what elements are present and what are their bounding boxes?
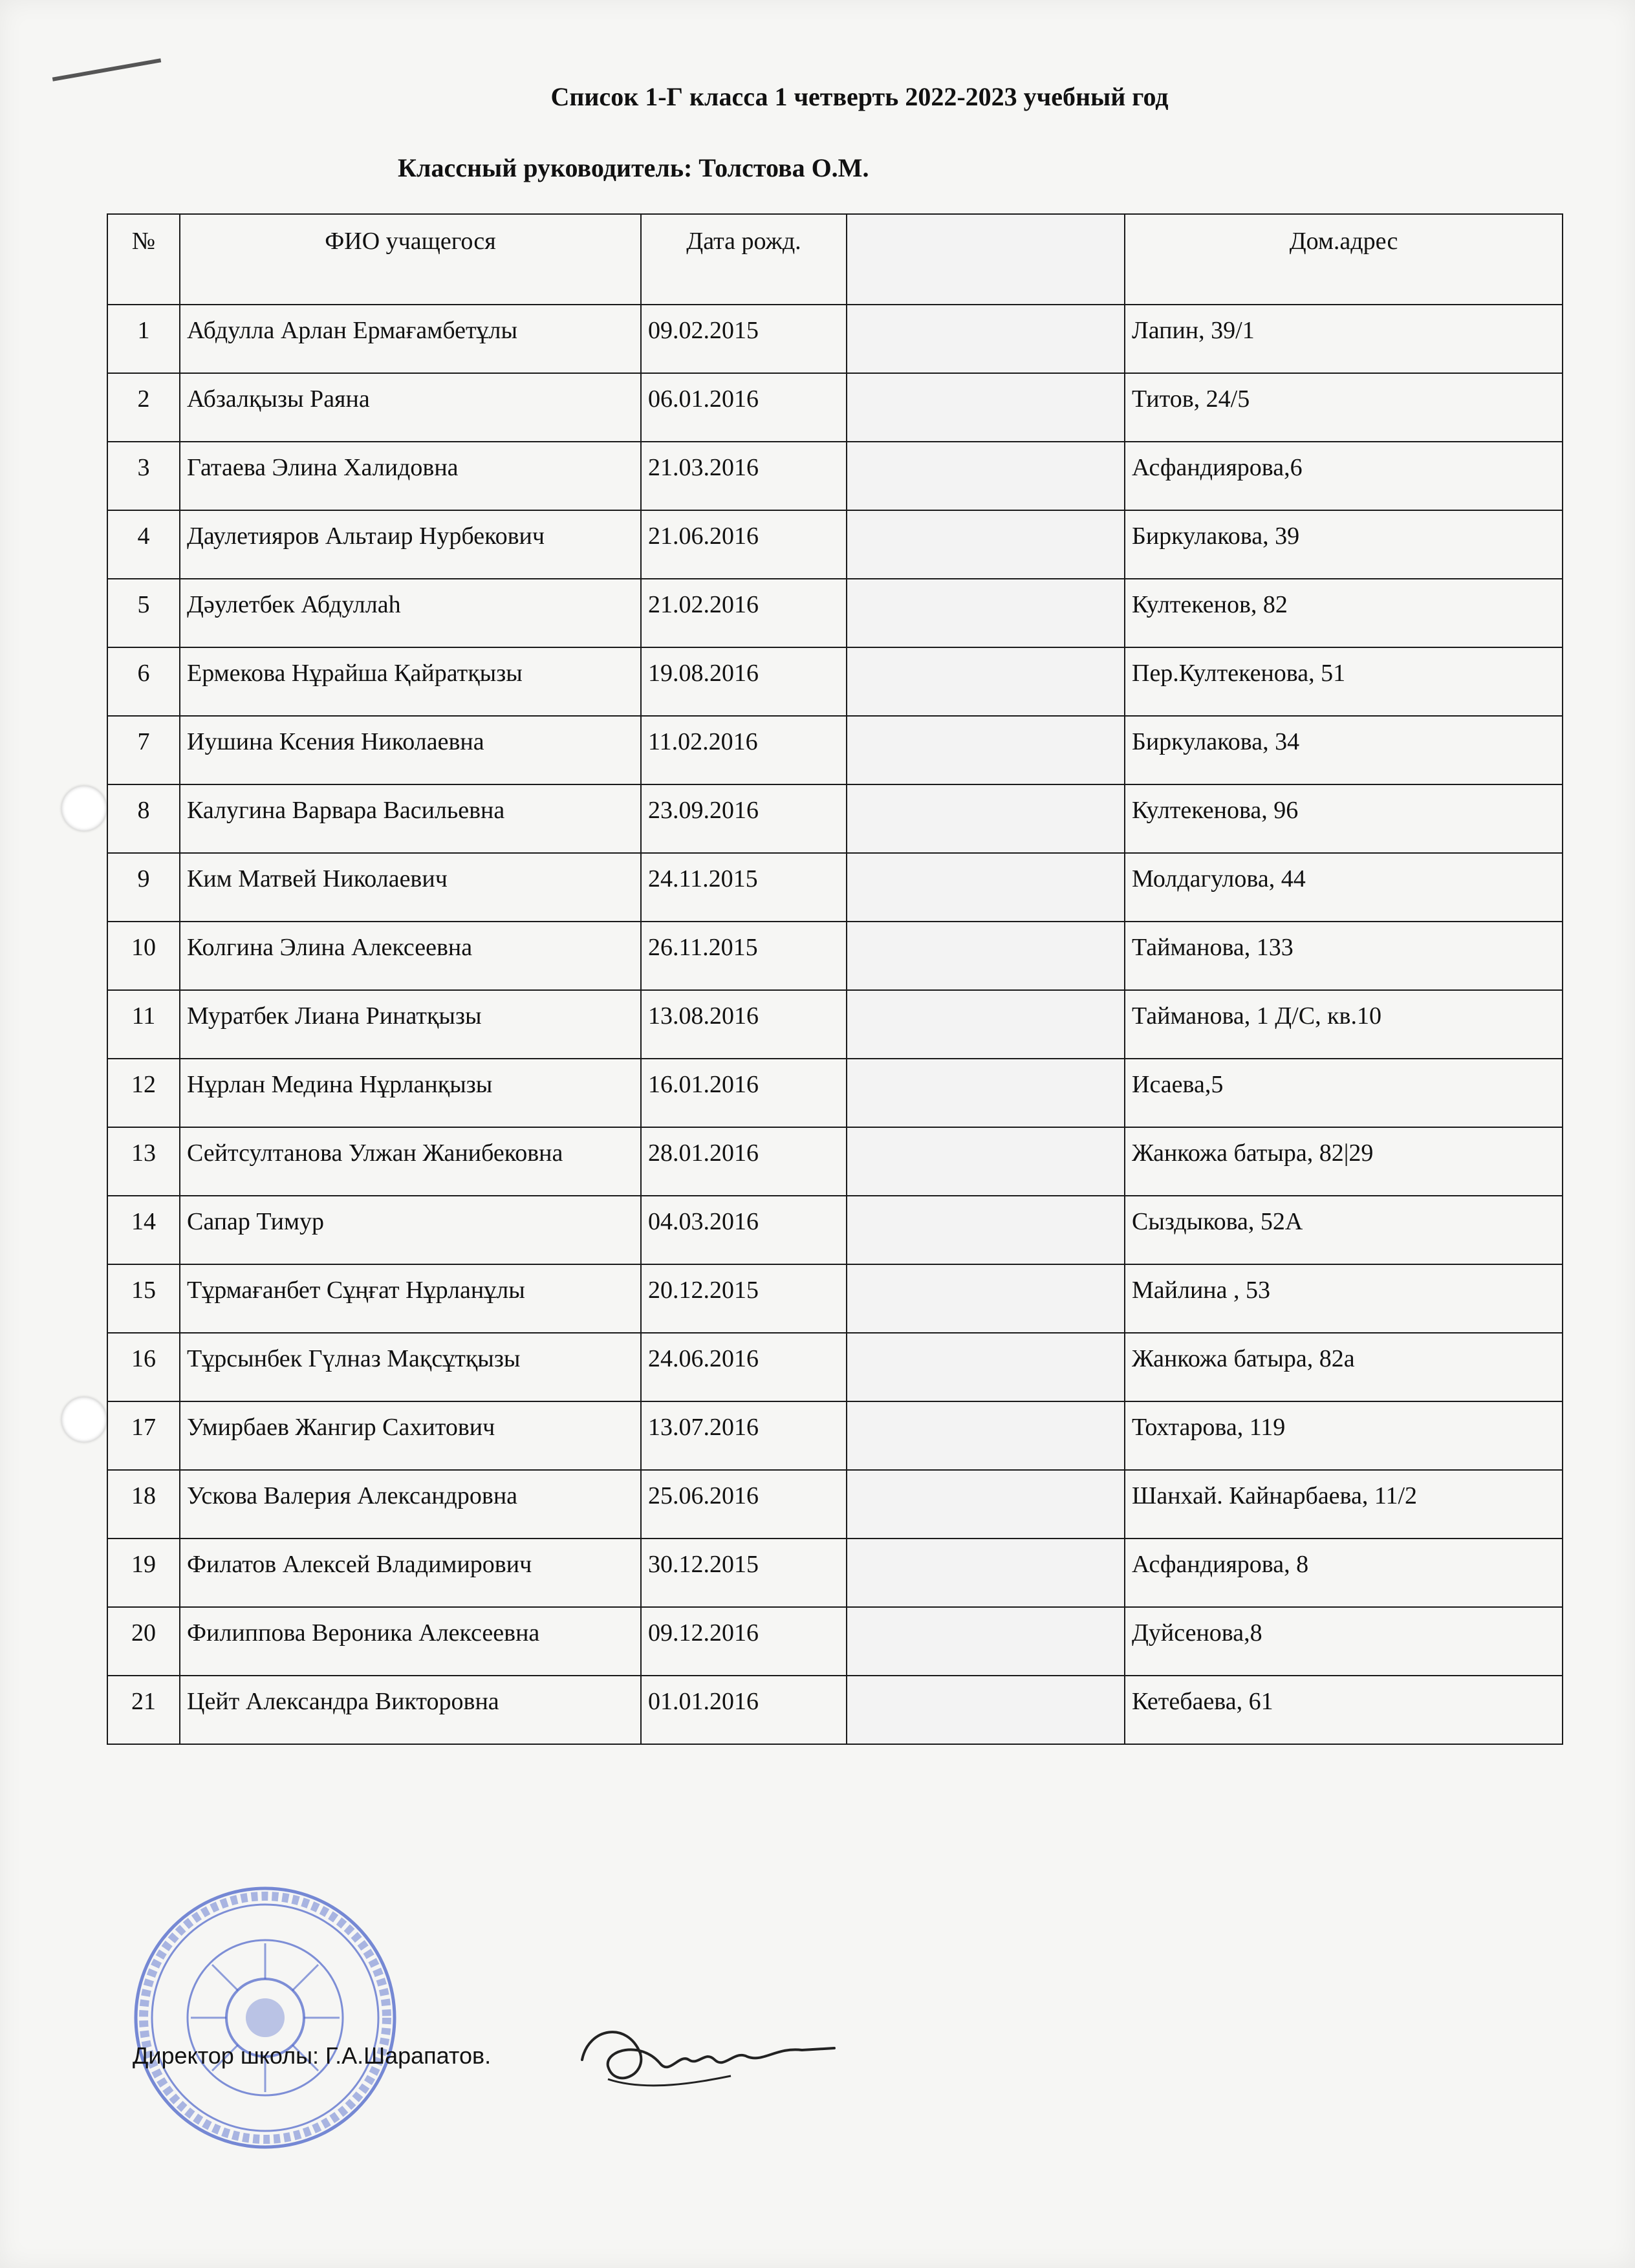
row-blank bbox=[847, 990, 1125, 1059]
row-address: Жанкожа батыра, 82а bbox=[1125, 1333, 1563, 1401]
row-address: Жанкожа батыра, 82|29 bbox=[1125, 1127, 1563, 1196]
table-row bbox=[107, 1196, 1563, 1264]
row-num: 2 bbox=[107, 373, 180, 442]
row-blank bbox=[847, 647, 1125, 716]
row-blank bbox=[847, 1539, 1125, 1607]
school-seal bbox=[129, 1882, 401, 2154]
table-row bbox=[107, 1676, 1563, 1744]
table-row bbox=[107, 1607, 1563, 1676]
row-blank bbox=[847, 1127, 1125, 1196]
row-address: Титов, 24/5 bbox=[1125, 373, 1563, 442]
header-name: ФИО учащегося bbox=[180, 214, 641, 305]
row-blank bbox=[847, 716, 1125, 784]
row-dob: 04.03.2016 bbox=[641, 1196, 847, 1264]
row-address: Исаева,5 bbox=[1125, 1059, 1563, 1127]
table-row bbox=[107, 1059, 1563, 1127]
row-dob: 24.06.2016 bbox=[641, 1333, 847, 1401]
row-address: Култекенова, 96 bbox=[1125, 784, 1563, 853]
row-name: Абзалқызы Раяна bbox=[180, 373, 641, 442]
row-address: Майлина , 53 bbox=[1125, 1264, 1563, 1333]
row-num: 15 bbox=[107, 1264, 180, 1333]
row-address: Биркулакова, 39 bbox=[1125, 510, 1563, 579]
row-num: 11 bbox=[107, 990, 180, 1059]
row-blank bbox=[847, 373, 1125, 442]
row-blank bbox=[847, 579, 1125, 647]
director-signature bbox=[569, 2014, 841, 2105]
row-num: 10 bbox=[107, 922, 180, 990]
row-blank bbox=[847, 1676, 1125, 1744]
row-blank bbox=[847, 442, 1125, 510]
row-num: 20 bbox=[107, 1607, 180, 1676]
punch-hole-bottom bbox=[61, 1397, 107, 1442]
row-num: 12 bbox=[107, 1059, 180, 1127]
teacher-line: Классный руководитель: Толстова О.М. bbox=[398, 153, 869, 182]
row-address: Дуйсенова,8 bbox=[1125, 1607, 1563, 1676]
row-num: 8 bbox=[107, 784, 180, 853]
table-row bbox=[107, 716, 1563, 784]
row-num: 14 bbox=[107, 1196, 180, 1264]
row-name: Калугина Варвара Васильевна bbox=[180, 784, 641, 853]
row-dob: 21.03.2016 bbox=[641, 442, 847, 510]
row-blank bbox=[847, 1333, 1125, 1401]
row-blank bbox=[847, 1607, 1125, 1676]
row-dob: 23.09.2016 bbox=[641, 784, 847, 853]
row-address: Пер.Култекенова, 51 bbox=[1125, 647, 1563, 716]
row-num: 17 bbox=[107, 1401, 180, 1470]
row-dob: 13.07.2016 bbox=[641, 1401, 847, 1470]
row-dob: 21.02.2016 bbox=[641, 579, 847, 647]
row-address: Молдагулова, 44 bbox=[1125, 853, 1563, 922]
row-dob: 06.01.2016 bbox=[641, 373, 847, 442]
row-num: 21 bbox=[107, 1676, 180, 1744]
header-dob: Дата рожд. bbox=[641, 214, 847, 305]
row-dob: 24.11.2015 bbox=[641, 853, 847, 922]
table-row bbox=[107, 373, 1563, 442]
row-address: Лапин, 39/1 bbox=[1125, 305, 1563, 373]
row-dob: 30.12.2015 bbox=[641, 1539, 847, 1607]
row-dob: 25.06.2016 bbox=[641, 1470, 847, 1539]
table-row bbox=[107, 647, 1563, 716]
row-address: Сыздыкова, 52А bbox=[1125, 1196, 1563, 1264]
row-blank bbox=[847, 305, 1125, 373]
student-table bbox=[107, 213, 1563, 1745]
row-name: Даулетияров Альтаир Нурбекович bbox=[180, 510, 641, 579]
row-blank bbox=[847, 1401, 1125, 1470]
table-row bbox=[107, 1401, 1563, 1470]
row-address: Кетебаева, 61 bbox=[1125, 1676, 1563, 1744]
header-address: Дом.адрес bbox=[1125, 214, 1563, 305]
row-num: 3 bbox=[107, 442, 180, 510]
row-dob: 13.08.2016 bbox=[641, 990, 847, 1059]
pen-mark bbox=[52, 58, 161, 81]
header-num: № bbox=[107, 214, 180, 305]
row-num: 1 bbox=[107, 305, 180, 373]
row-name: Тұрмағанбет Сұңғат Нұрланұлы bbox=[180, 1264, 641, 1333]
row-name: Нұрлан Медина Нұрланқызы bbox=[180, 1059, 641, 1127]
row-name: Умирбаев Жангир Сахитович bbox=[180, 1401, 641, 1470]
row-blank bbox=[847, 784, 1125, 853]
row-num: 4 bbox=[107, 510, 180, 579]
punch-hole-top bbox=[61, 786, 107, 831]
row-name: Муратбек Лиана Ринатқызы bbox=[180, 990, 641, 1059]
row-num: 13 bbox=[107, 1127, 180, 1196]
row-name: Абдулла Арлан Ермағамбетұлы bbox=[180, 305, 641, 373]
table-row bbox=[107, 990, 1563, 1059]
row-name: Иушина Ксения Николаевна bbox=[180, 716, 641, 784]
row-blank bbox=[847, 1264, 1125, 1333]
row-name: Филиппова Вероника Алексеевна bbox=[180, 1607, 641, 1676]
row-name: Тұрсынбек Гүлназ Мақсұтқызы bbox=[180, 1333, 641, 1401]
table-row bbox=[107, 853, 1563, 922]
row-dob: 28.01.2016 bbox=[641, 1127, 847, 1196]
table-row bbox=[107, 1264, 1563, 1333]
row-dob: 09.02.2015 bbox=[641, 305, 847, 373]
row-name: Филатов Алексей Владимирович bbox=[180, 1539, 641, 1607]
table-row bbox=[107, 1333, 1563, 1401]
row-dob: 09.12.2016 bbox=[641, 1607, 847, 1676]
row-blank bbox=[847, 510, 1125, 579]
row-address: Асфандиярова,6 bbox=[1125, 442, 1563, 510]
row-address: Тохтарова, 119 bbox=[1125, 1401, 1563, 1470]
table-row bbox=[107, 1539, 1563, 1607]
row-name: Гатаева Элина Халидовна bbox=[180, 442, 641, 510]
row-name: Ускова Валерия Александровна bbox=[180, 1470, 641, 1539]
row-name: Ким Матвей Николаевич bbox=[180, 853, 641, 922]
row-num: 5 bbox=[107, 579, 180, 647]
table-row bbox=[107, 579, 1563, 647]
row-num: 7 bbox=[107, 716, 180, 784]
row-dob: 11.02.2016 bbox=[641, 716, 847, 784]
row-blank bbox=[847, 1470, 1125, 1539]
row-name: Ермекова Нұрайша Қайратқызы bbox=[180, 647, 641, 716]
row-address: Култекенов, 82 bbox=[1125, 579, 1563, 647]
table-row bbox=[107, 510, 1563, 579]
table-row bbox=[107, 1127, 1563, 1196]
row-num: 18 bbox=[107, 1470, 180, 1539]
table-header-row bbox=[107, 214, 1563, 305]
row-name: Цейт Александра Викторовна bbox=[180, 1676, 641, 1744]
row-address: Шанхай. Кайнарбаева, 11/2 bbox=[1125, 1470, 1563, 1539]
row-name: Сапар Тимур bbox=[180, 1196, 641, 1264]
document-title: Список 1-Г класса 1 четверть 2022-2023 учебный год bbox=[550, 82, 1169, 111]
table-row bbox=[107, 1470, 1563, 1539]
table-row bbox=[107, 305, 1563, 373]
row-blank bbox=[847, 922, 1125, 990]
row-dob: 21.06.2016 bbox=[641, 510, 847, 579]
row-dob: 01.01.2016 bbox=[641, 1676, 847, 1744]
header-blank bbox=[847, 214, 1125, 305]
table-row bbox=[107, 442, 1563, 510]
table-row bbox=[107, 784, 1563, 853]
table-row bbox=[107, 922, 1563, 990]
row-blank bbox=[847, 853, 1125, 922]
row-dob: 26.11.2015 bbox=[641, 922, 847, 990]
row-num: 16 bbox=[107, 1333, 180, 1401]
row-blank bbox=[847, 1059, 1125, 1127]
director-signature-line: Директор школы: Г.А.Шарапатов. bbox=[133, 2042, 492, 2069]
row-num: 9 bbox=[107, 853, 180, 922]
row-num: 19 bbox=[107, 1539, 180, 1607]
row-name: Дәулетбек Абдуллаһ bbox=[180, 579, 641, 647]
row-blank bbox=[847, 1196, 1125, 1264]
row-address: Асфандиярова, 8 bbox=[1125, 1539, 1563, 1607]
row-address: Тайманова, 133 bbox=[1125, 922, 1563, 990]
row-dob: 19.08.2016 bbox=[641, 647, 847, 716]
row-name: Колгина Элина Алексеевна bbox=[180, 922, 641, 990]
row-num: 6 bbox=[107, 647, 180, 716]
row-dob: 20.12.2015 bbox=[641, 1264, 847, 1333]
row-address: Тайманова, 1 Д/С, кв.10 bbox=[1125, 990, 1563, 1059]
row-dob: 16.01.2016 bbox=[641, 1059, 847, 1127]
row-address: Биркулакова, 34 bbox=[1125, 716, 1563, 784]
row-name: Сейтсултанова Улжан Жанибековна bbox=[180, 1127, 641, 1196]
